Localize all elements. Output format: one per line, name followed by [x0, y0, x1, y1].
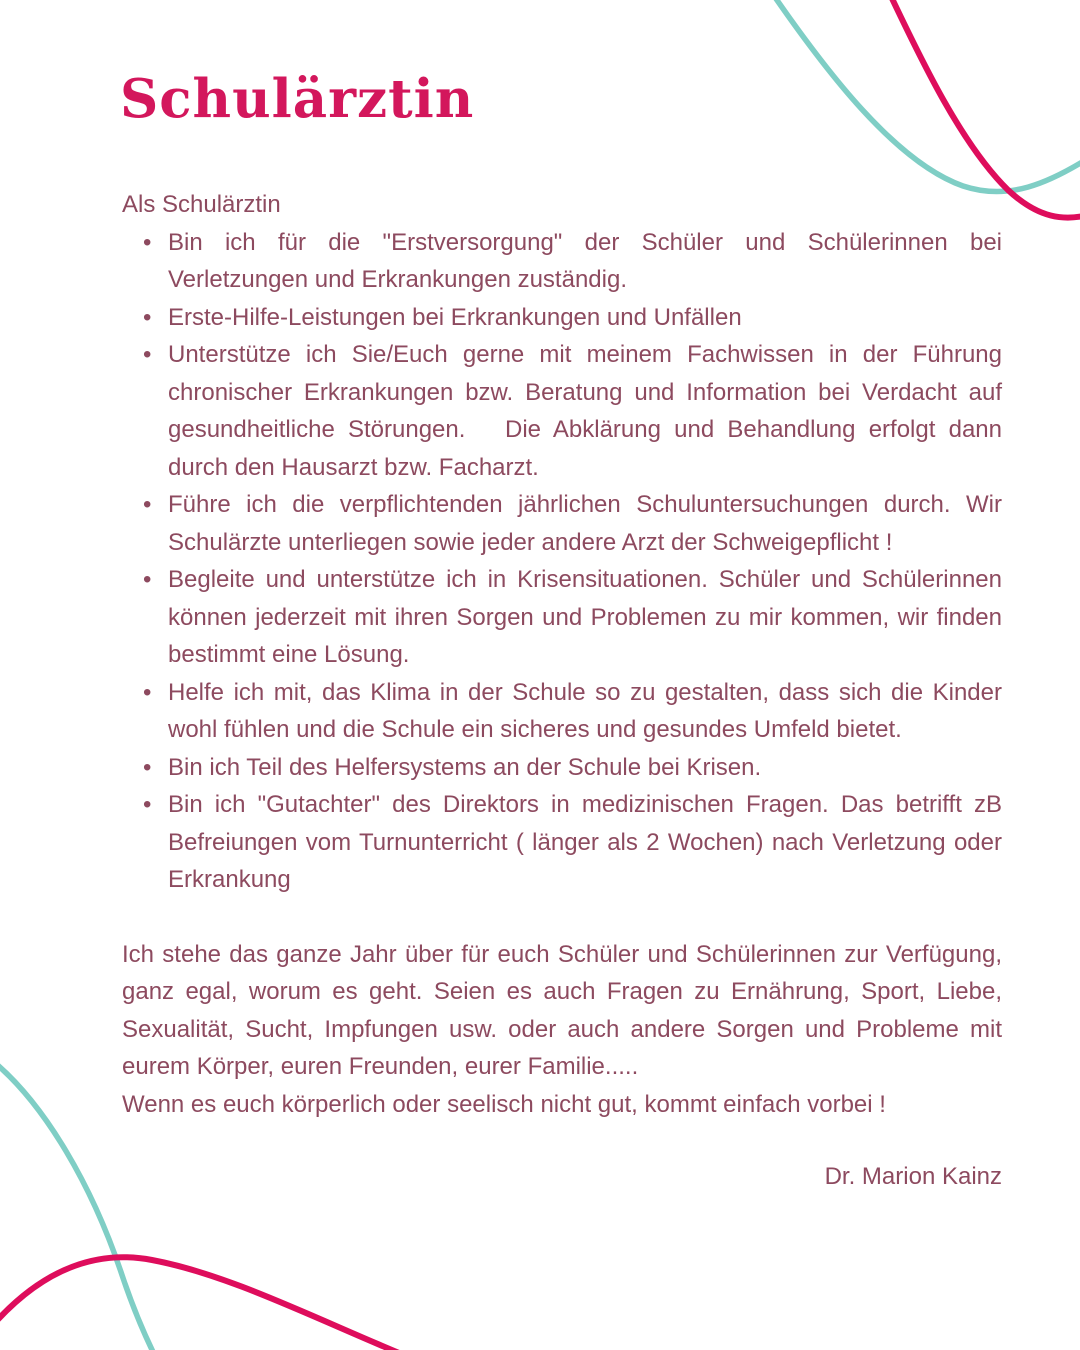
- intro-line: Als Schulärztin: [122, 191, 281, 218]
- closing-line: Wenn es euch körperlich oder seelisch nicht gut, kommt einfach vorbei !: [122, 1090, 886, 1118]
- list-item: • Bin ich Teil des Helfersystems an der Schule bei Krisen.: [168, 749, 1002, 787]
- pink-curve-top-right-icon: [888, 0, 1080, 218]
- closing-paragraph: Ich stehe das ganze Jahr über für euch Schüler und Schülerinnen zur Verfügung, ganz egal, worum es geht. Seien es auch Fragen zu Ernährung, Sport, Liebe, Sexualität, Sucht, Impfungen usw. oder auch andere Sorgen und Probleme mit eurem Körper, euren Freunden, eurer Familie.....: [122, 940, 1002, 1080]
- teal-curve-top-right-icon: [770, 0, 1080, 192]
- list-item: • Bin ich "Gutachter" des Direktors in medizinischen Fragen. Das betrifft zB Befreiungen vom Turnunterricht ( länger als 2 Wochen) nach Verletzung oder Erkrankung: [168, 786, 1002, 899]
- list-item: • Führe ich die verpflichtenden jährlichen Schuluntersuchungen durch. Wir Schulärzte unterliegen sowie jeder andere Arzt der Schweigepflicht !: [168, 486, 1002, 561]
- pink-curve-bottom-left-icon: [0, 1257, 416, 1350]
- list-item: • Bin ich für die "Erstversorgung" der Schüler und Schülerinnen bei Verletzungen und Erkrankungen zuständig.: [168, 224, 1002, 299]
- bullet-list: [122, 224, 1002, 899]
- list-item: • Unterstütze ich Sie/Euch gerne mit meinem Fachwissen in der Führung chronischer Erkrankungen bzw. Beratung und Information bei Verdacht auf gesundheitliche Störungen. Die Abklärung und Behandlung erfolgt dann durch den Hausarzt bzw. Facharzt.: [168, 336, 1002, 486]
- list-item: • Begleite und unterstütze ich in Krisensituationen. Schüler und Schülerinnen können jederzeit mit ihren Sorgen und Problemen zu mir kommen, wir finden bestimmt eine Lösung.: [168, 561, 1002, 674]
- list-item: • Erste-Hilfe-Leistungen bei Erkrankungen und Unfällen: [168, 299, 1002, 337]
- page-title: Schulärztin: [120, 68, 475, 130]
- signature: Dr. Marion Kainz: [824, 1163, 1002, 1190]
- list-item: • Helfe ich mit, das Klima in der Schule so zu gestalten, dass sich die Kinder wohl fühlen und die Schule ein sicheres und gesundes Umfeld bietet.: [168, 674, 1002, 749]
- content-area: [122, 186, 1002, 1196]
